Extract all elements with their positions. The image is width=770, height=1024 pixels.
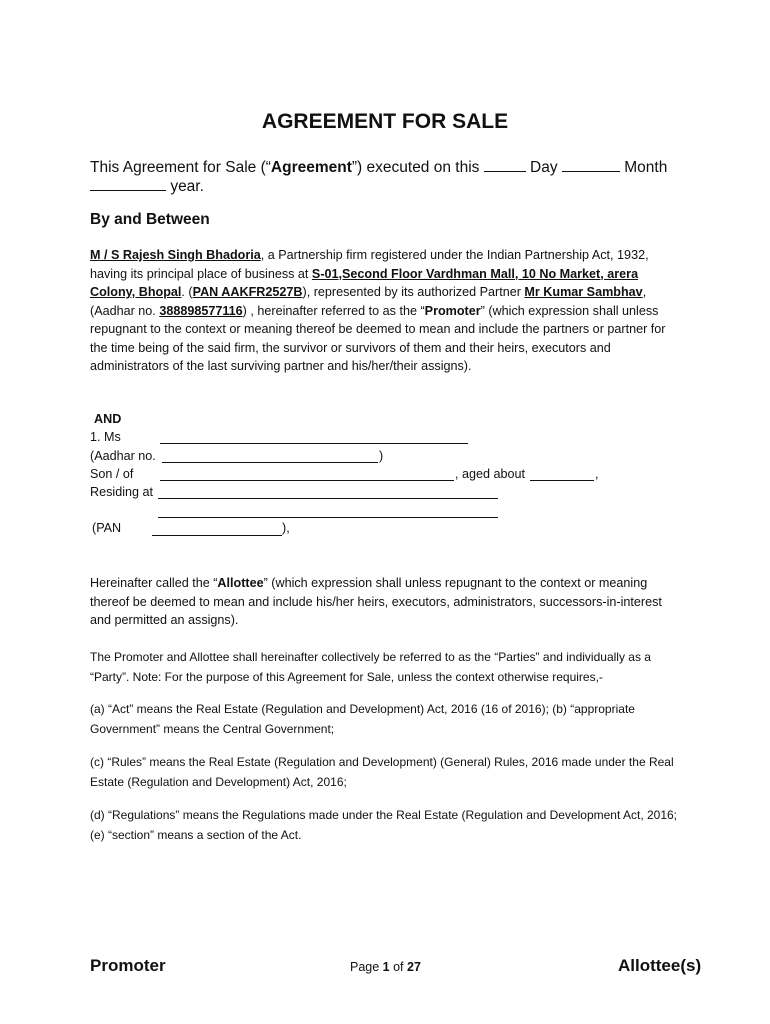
promoter-text-5: ) , hereinafter referred to as the “	[242, 303, 425, 318]
month-blank	[562, 159, 620, 172]
and-label: AND	[94, 412, 122, 426]
promoter-text-2: . (	[181, 285, 193, 299]
partner-aadhar: 388898577116	[159, 303, 243, 318]
intro-agreement-bold: Agreement	[270, 159, 352, 176]
intro-mid: ”) executed on this	[351, 159, 480, 176]
page-number	[350, 960, 421, 974]
parties-paragraph: The Promoter and Allottee shall hereinafter collectively be referred to as the “Parties” and individually as a “Party”. Note: For the purpose of this Agreement for Sale, unless the context otherwise requires,-	[90, 650, 651, 684]
promoter-text-6: ” (which expression shall unless repugnant to the context or meaning thereof be deemed to mean and include the partners or partner for the time being of the said firm, the survivor or survivors of them and their heirs, executors and administrators of the last surviving partner and his/her/their assigns).	[90, 303, 666, 373]
page-prefix: Page	[350, 960, 383, 974]
firm-pan: PAN AAKFR2527B	[192, 285, 303, 299]
promoter-bold: Promoter	[424, 303, 481, 318]
ms-name-line[interactable]	[160, 443, 468, 444]
definition-act: (a) “Act” means the Real Estate (Regulation and Development) Act, 2016 (16 of 2016); (b) “appropriate Government” means the Central Government;	[90, 702, 635, 736]
promoter-text-4: , (Aadhar no.	[90, 285, 647, 318]
intro-month: Month	[624, 159, 668, 176]
promoter-paragraph	[90, 246, 680, 376]
page-total: 27	[407, 960, 421, 974]
by-and-between-heading: By and Between	[90, 211, 210, 228]
partner-name: Mr Kumar Sambhav	[524, 285, 643, 299]
year-blank	[90, 178, 166, 191]
aadhar-close: )	[379, 449, 384, 463]
firm-address: S-01,Second Floor Vardhman Mall, 10 No Market, arera Colony, Bhopal	[90, 266, 639, 299]
firm-name: M / S Rajesh Singh Bhadoria	[90, 248, 261, 262]
pan-label: (PAN	[92, 521, 122, 535]
intro-year: year.	[170, 178, 204, 195]
definition-rules: (c) “Rules” means the Real Estate (Regulation and Development) (General) Rules, 2016 made under the Real Estate (Regulation and Development) Act, 2016;	[90, 755, 674, 789]
aged-about-label: , aged about	[455, 467, 526, 481]
allottee-paragraph	[90, 574, 680, 630]
son-of-label: Son / of	[90, 467, 134, 481]
day-blank	[484, 159, 526, 172]
age-line[interactable]	[530, 480, 594, 481]
age-comma: ,	[595, 467, 599, 481]
intro-paragraph	[90, 158, 690, 196]
allottee-text-2: ” (which expression shall unless repugnant to the context or meaning thereof be deemed to mean and include his/her heirs, executors, administrators, successors-in-interest and permitted an assigns).	[90, 576, 662, 627]
page-current: 1	[382, 960, 390, 974]
aadhar-line[interactable]	[162, 462, 378, 463]
pan-close: ),	[282, 521, 290, 535]
definition-regulations: (d) “Regulations” means the Regulations made under the Real Estate (Regulation and Development Act, 2016; (e) “section” means a section of the Act.	[90, 808, 678, 842]
promoter-text-1: , a Partnership firm registered under the Indian Partnership Act, 1932, having its principal place of business at	[90, 248, 649, 281]
intro-day: Day	[530, 159, 558, 176]
residing-at-label: Residing at	[90, 485, 154, 499]
pan-line[interactable]	[152, 535, 282, 536]
intro-prefix: This Agreement for Sale (“	[90, 159, 271, 176]
residence-line-2[interactable]	[158, 517, 498, 518]
promoter-text-3: ), represented by its authorized Partner	[302, 285, 525, 299]
footer-promoter: Promoter	[90, 956, 166, 975]
aadhar-label: (Aadhar no.	[90, 449, 156, 463]
residence-line-1[interactable]	[158, 498, 498, 499]
allottee-bold: Allottee	[217, 576, 264, 590]
ms-label: 1. Ms	[90, 430, 121, 444]
page-of: of	[389, 960, 407, 974]
footer-allottee: Allottee(s)	[618, 956, 702, 975]
allottee-text-1: Hereinafter called the “	[90, 576, 218, 590]
document-title: AGREEMENT FOR SALE	[261, 110, 509, 133]
son-of-line[interactable]	[160, 480, 454, 481]
